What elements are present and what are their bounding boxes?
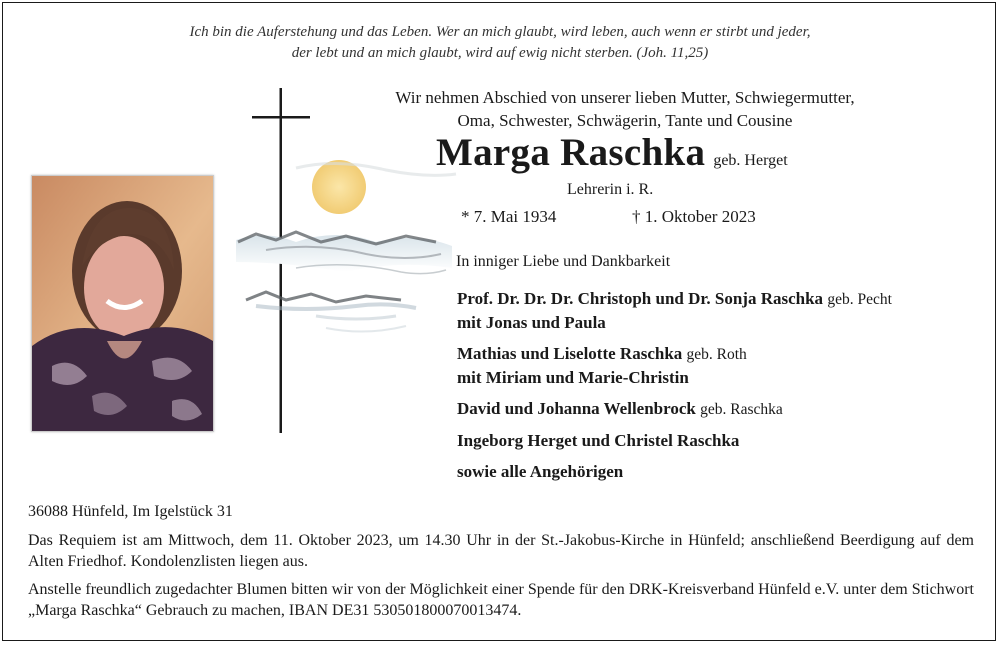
birth-date: * 7. Mai 1934 [461,207,557,226]
mourner-names: sowie alle Angehörigen [457,462,624,481]
mourner-group [457,287,977,334]
mourner-names: David und Johanna Wellenbrock [457,399,696,418]
farewell-intro [330,86,920,132]
mourner-group [457,429,977,452]
sun-shape [312,160,366,214]
mourner-group [457,342,977,389]
mourner-group [457,460,977,483]
intro-line-2: Oma, Schwester, Schwägerin, Tante und Cousine [457,111,793,130]
mourner-children: mit Jonas und Paula [457,313,606,332]
mourners-list [457,287,977,491]
portrait-photo [31,175,214,432]
death-date: † 1. Oktober 2023 [632,207,756,226]
mourner-maiden-name: geb. Pecht [827,291,892,308]
mourner-group [457,397,977,421]
quote-line-2: der lebt und an mich glaubt, wird auf ewig nicht sterben. (Joh. 11,25) [291,45,709,61]
deceased-name-line [436,130,788,175]
quote-line-1: Ich bin die Auferstehung und das Leben. Wer an mich glaubt, wird leben, auch wenn er stirbt und jeder, [189,24,811,40]
bible-quote [0,22,1000,64]
mourner-children: mit Miriam und Marie-Christin [457,368,689,387]
donation-info: Anstelle freundlich zugedachter Blumen bitten wir von der Möglichkeit einer Spende für den DRK-Kreisverband Hünfeld e.V. unter dem Stichwort „Marga Raschka“ Gebrauch zu machen, IBAN DE31 530501800070013474. [28,581,974,619]
mourner-line [457,287,977,311]
mourner-line [457,397,977,421]
landscape-illustration [226,150,458,350]
mourner-maiden-name: geb. Roth [686,346,747,363]
deceased-profession: Lehrerin i. R. [567,181,654,198]
mourner-maiden-name: geb. Raschka [700,401,783,418]
mourner-line [457,342,977,366]
intro-line-1: Wir nehmen Abschied von unserer lieben Mutter, Schwiegermutter, [395,88,855,107]
dedication-text: In inniger Liebe und Dankbarkeit [456,253,671,270]
mourner-line [457,460,977,483]
mourner-names: Mathias und Liselotte Raschka [457,344,683,363]
deceased-maiden-name: geb. Herget [713,152,788,169]
family-address: 36088 Hünfeld, Im Igelstück 31 [28,503,233,520]
mourner-line [457,429,977,452]
mourner-names: Ingeborg Herget und Christel Raschka [457,431,740,450]
deceased-name: Marga Raschka [436,131,706,174]
requiem-info: Das Requiem ist am Mittwoch, dem 11. Oktober 2023, um 14.30 Uhr in der St.-Jakobus-Kirche in Hünfeld; anschließend Beerdigung auf dem Alten Friedhof. Kondolenzlisten liegen aus. [28,532,974,570]
mourner-names: Prof. Dr. Dr. Dr. Christoph und Dr. Sonja Raschka [457,289,824,308]
